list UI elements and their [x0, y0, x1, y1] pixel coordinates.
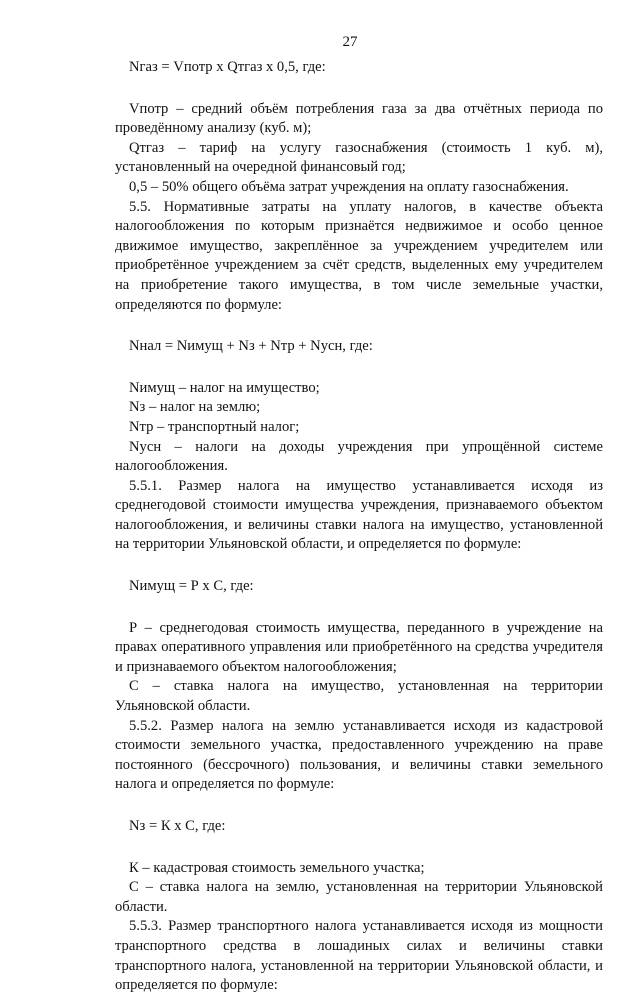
definition-nusn: Nусн – налоги на доходы учреждения при упрощённой системе налогообложения. — [115, 438, 603, 475]
definition-c-property: С – ставка налога на имущество, установленная на территории Ульяновской области. — [115, 678, 603, 715]
paragraph-5-5-2: 5.5.2. Размер налога на землю устанавливается исходя из кадастровой стоимости земельного участка, предоставленного учреждению на праве постоянного (бессрочного) пользования, и величины ставки земельного налога и определяется по формуле: — [115, 717, 603, 793]
definition-c-land: С – ставка налога на землю, установленная на территории Ульяновской области. — [115, 879, 603, 915]
definition-ntr: Nтр – транспортный налог; — [129, 418, 300, 435]
definition-vpotr: Vпотр – средний объём потребления газа за два отчётных периода по проведённому анализу (куб. м); — [115, 100, 603, 137]
page-number: 27 — [342, 34, 358, 50]
paragraph-5-5-3: 5.5.3. Размер транспортного налога устанавливается исходя из мощности транспортного средства в лошадиных силах и величины ставки транспортного налога, установленной на территории Ульяновской области, и определяется по формуле: — [115, 918, 603, 994]
definition-nimush: Nимущ – налог на имущество; — [129, 379, 320, 396]
paragraph-5-5-1: 5.5.1. Размер налога на имущество устанавливается исходя из среднегодовой стоимости имущества учреждения, признаваемого объектом налогообложения, и величины ставки налога на имущество, установленной на территории Ульяновской области, и определяется по формуле: — [115, 477, 603, 553]
formula-z: Nз = К х С, где: — [129, 818, 226, 834]
formula-gas: Nгаз = Vпотр х Qтгаз х 0,5, где: — [129, 59, 326, 75]
formula-imush: Nимущ = Р х С, где: — [129, 578, 254, 595]
definition-qtgaz: Qтгаз – тариф на услугу газоснабжения (стоимость 1 куб. м), установленный на очередной финансовый год; — [115, 139, 603, 176]
definition-p: Р – среднегодовая стоимость имущества, переданного в учреждение на правах оперативного управления или приобретённого на средства учредителя и признаваемого объектом налогообложения; — [115, 619, 603, 675]
paragraph-5-5: 5.5. Нормативные затраты на уплату налогов, в качестве объекта налогообложения по которым признаётся недвижимое и особо ценное движимое имущество, закреплённое за учреждением учредителем или приобретённое учреждением за счёт средств, выделенных ему учредителем на приобретение такого имущества, в том числе земельные участки, определяются по формуле: — [115, 198, 603, 313]
definition-k: К – кадастровая стоимость земельного участка; — [129, 859, 425, 876]
page-content — [115, 58, 603, 996]
formula-nal: Nнал = Nимущ + Nз + Nтр + Nусн, где: — [129, 338, 373, 355]
definition-nz: Nз – налог на землю; — [129, 399, 261, 416]
definition-coefficient: 0,5 – 50% общего объёма затрат учреждения на оплату газоснабжения. — [129, 178, 569, 195]
